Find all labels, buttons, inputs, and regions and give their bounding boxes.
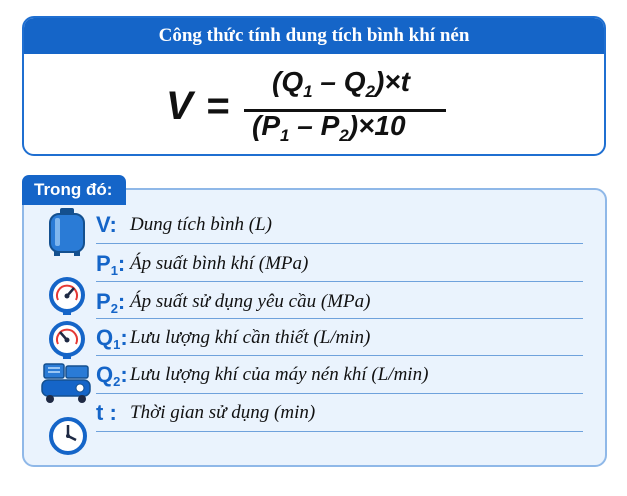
description: Dung tích bình (L) [130,214,272,235]
num-mid: – Q [312,66,366,97]
symbol-sub: 1 [113,336,121,352]
num-sub1: 1 [303,82,313,101]
symbol-sep: : [120,324,128,350]
num-close: )×t [374,66,410,97]
den-close: )×10 [348,110,406,141]
divider [96,281,583,282]
den-sub2: 2 [339,126,349,145]
den-mid: – P [289,110,340,141]
symbol [96,362,130,389]
divider [96,243,583,244]
symbol-letter: V [96,212,110,237]
symbol [96,325,130,352]
symbol-letter: P [96,250,111,276]
formula-title: Công thức tính dung tích bình khí nén [24,18,604,54]
description: Áp suất bình khí (MPa) [130,253,309,274]
symbol-sep: : [109,212,117,237]
symbol [96,212,130,238]
gauge-icon [48,276,86,316]
compressor-icon [40,360,92,404]
description: Thời gian sử dụng (min) [130,402,316,423]
where-label: Trong đó: [22,175,126,205]
list-item [96,283,583,321]
den-open: (P [252,110,280,141]
gauge-icon [48,320,86,360]
description: Lưu lượng khí của máy nén khí (L/min) [130,364,429,385]
symbol [96,289,130,316]
formula-body [24,54,604,154]
symbol-sep: : [103,400,117,425]
symbol-sep: : [120,361,128,387]
symbol-sub: 2 [113,373,121,389]
symbol-sub: 1 [110,262,118,278]
formula-denominator [252,110,406,146]
symbol-sep: : [117,288,126,314]
symbol-sub: 2 [110,300,118,316]
formula-card [22,16,606,156]
symbol-sep: : [117,250,126,276]
symbol-letter: Q [96,361,114,387]
clock-icon [48,416,88,456]
formula-numerator [272,66,410,102]
symbol [96,400,130,426]
symbol-letter: Q [96,324,114,350]
tank-icon [46,206,88,258]
description: Lưu lượng khí cần thiết (L/min) [130,327,371,348]
list-item [96,245,583,283]
list-item [96,319,583,357]
list-item [96,206,583,244]
symbol-letter: t [96,400,104,425]
symbol [96,251,130,278]
num-open: (Q [272,66,304,97]
den-sub1: 1 [280,126,290,145]
list-item [96,356,583,394]
divider [96,431,583,432]
description: Áp suất sử dụng yêu cầu (MPa) [130,291,371,312]
list-item [96,394,583,432]
num-sub2: 2 [365,82,375,101]
symbol-letter: P [96,288,111,314]
formula-lhs: V = [166,84,231,128]
